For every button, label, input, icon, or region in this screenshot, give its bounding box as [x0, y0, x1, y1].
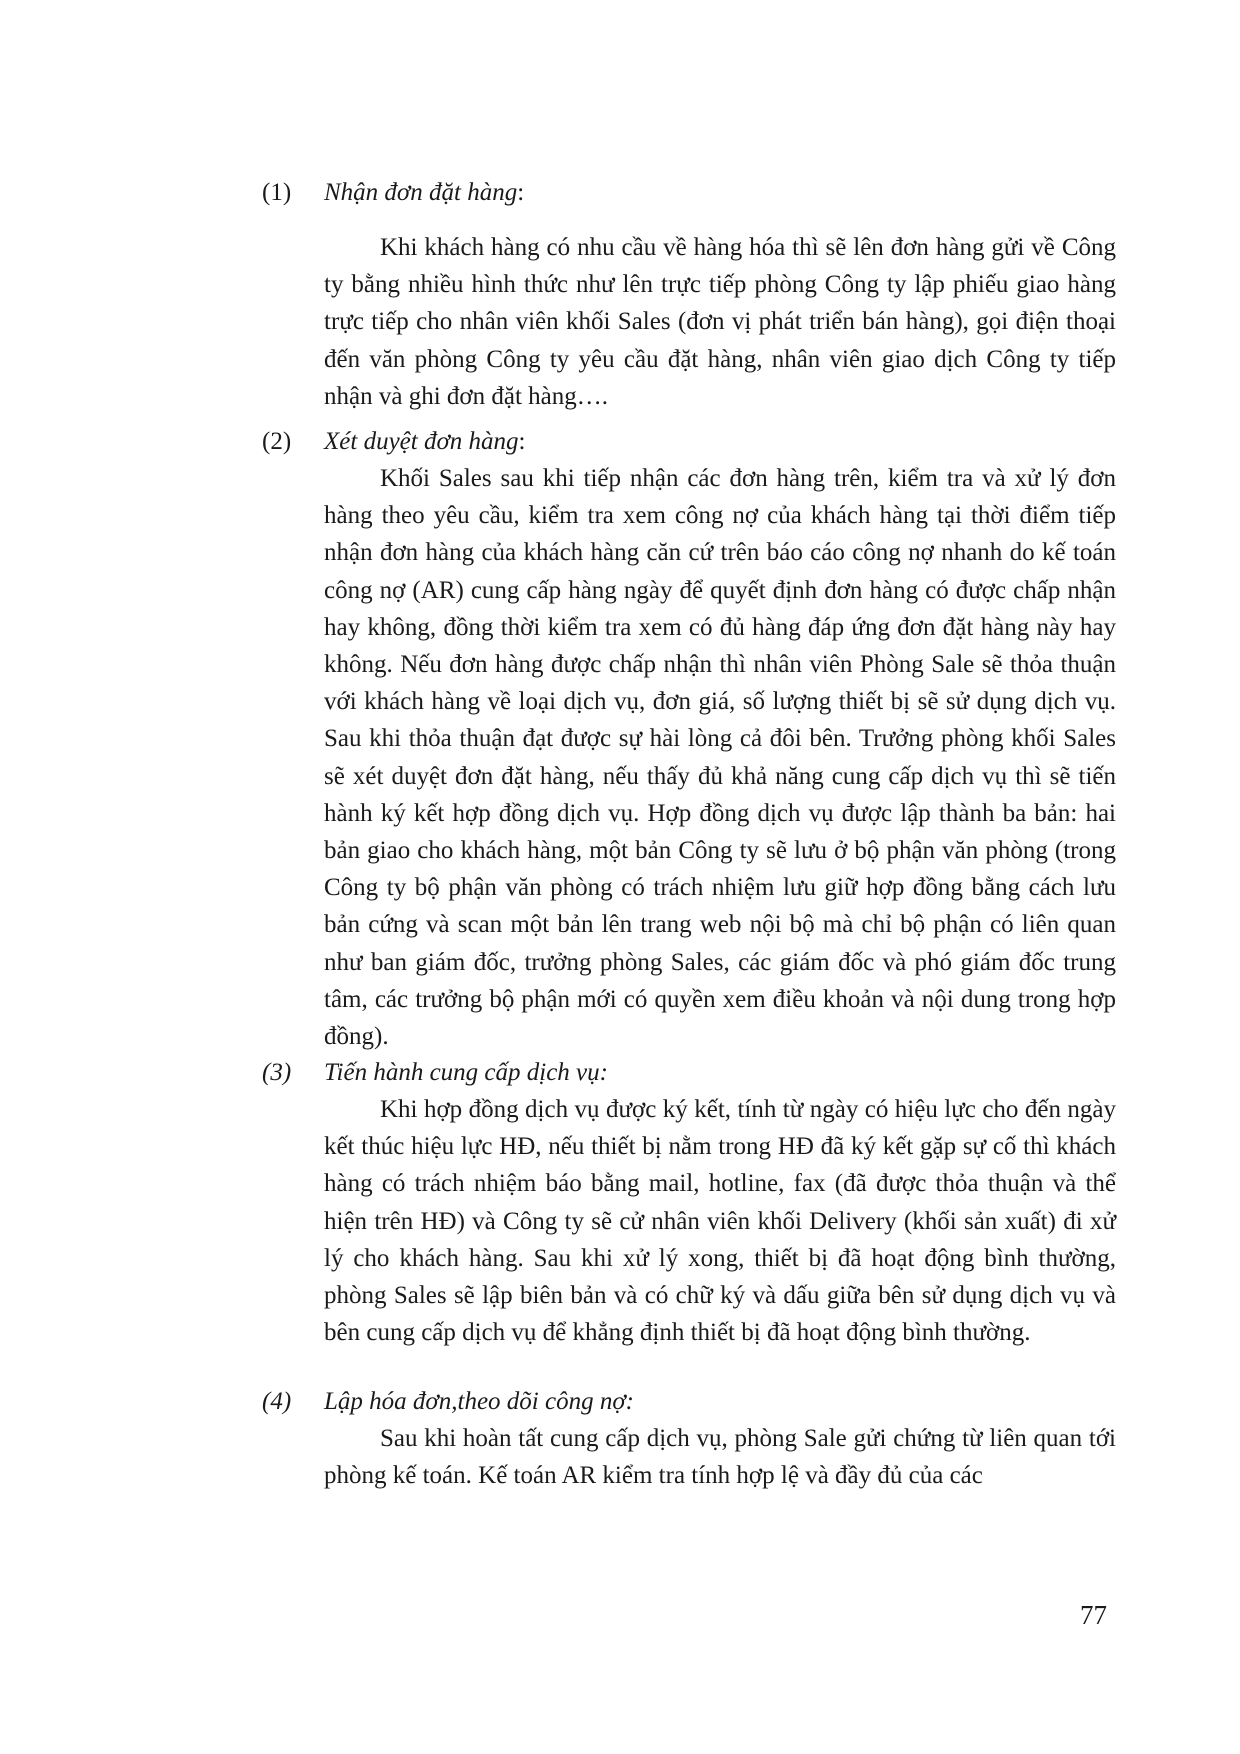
- section-2: [262, 422, 1118, 1080]
- section-1-title-text: Nhận đơn đặt hàng: [324, 179, 518, 206]
- section-1-title: [324, 173, 524, 213]
- section-3-number: (3): [262, 1059, 292, 1086]
- section-2-title: [324, 422, 526, 462]
- section-1-heading: [262, 173, 1118, 213]
- section-4-heading: [262, 1382, 1118, 1422]
- page-number: 77: [1080, 1600, 1107, 1630]
- section-4-paragraph: Sau khi hoàn tất cung cấp dịch vụ, phòng Sale gửi chứng từ liên quan tới phòng kế toán. Kế toán AR kiểm tra tính hợp lệ và đầy đủ của các: [324, 1425, 1116, 1490]
- section-2-title-colon: :: [518, 428, 526, 455]
- section-1-number: (1): [262, 179, 292, 206]
- section-4-number: (4): [262, 1388, 292, 1415]
- section-1-paragraph: Khi khách hàng có nhu cầu về hàng hóa thì sẽ lên đơn hàng gửi về Công ty bằng nhiều hình thức như lên trực tiếp phòng Công ty lập phiếu giao hàng trực tiếp cho nhân viên khối Sales (đơn vị phát triển bán hàng), gọi điện thoại đến văn phòng Công ty yêu cầu đặt hàng, nhân viên giao dịch Công ty tiếp nhận và ghi đơn đặt hàng….: [324, 234, 1116, 410]
- section-2-heading: [262, 422, 1118, 462]
- section-2-paragraph: Khối Sales sau khi tiếp nhận các đơn hàng trên, kiểm tra và xử lý đơn hàng theo yêu cầu, kiểm tra xem công nợ của khách hàng tại thời điểm tiếp nhận đơn hàng của khách hàng căn cứ trên báo cáo công nợ nhanh do kế toán công nợ (AR) cung cấp hàng ngày để quyết định đơn hàng có được chấp nhận hay không, đồng thời kiểm tra xem có đủ hàng đáp ứng đơn đặt hàng này hay không. Nếu đơn hàng được chấp nhận thì nhân viên Phòng Sale sẽ thỏa thuận với khách hàng về loại dịch vụ, đơn giá, số lượng thiết bị sẽ sử dụng dịch vụ. Sau khi thỏa thuận đạt được sự hài lòng cả đôi bên. Trưởng phòng khối Sales sẽ xét duyệt đơn đặt hàng, nếu thấy đủ khả năng cung cấp dịch vụ thì sẽ tiến hành ký kết hợp đồng dịch vụ. Hợp đồng dịch vụ được lập thành ba bản: hai bản giao cho khách hàng, một bản Công ty sẽ lưu ở bộ phận văn phòng (trong Công ty bộ phận văn phòng có trách nhiệm lưu giữ hợp đồng bằng cách lưu bản cứng và scan một bản lên trang web nội bộ mà chỉ bộ phận có liên quan như ban giám đốc, trưởng phòng Sales, các giám đốc và phó giám đốc trung tâm, các trưởng bộ phận mới có quyền xem điều khoản và nội dung trong hợp đồng).: [324, 465, 1116, 1051]
- section-4: [262, 1382, 1118, 1519]
- section-3: [262, 1053, 1118, 1376]
- section-1-title-colon: :: [517, 179, 525, 206]
- section-4-title: Lập hóa đơn,theo dõi công nợ:: [324, 1388, 634, 1415]
- section-3-paragraph: Khi hợp đồng dịch vụ được ký kết, tính từ ngày có hiệu lực cho đến ngày kết thúc hiệu lực HĐ, nếu thiết bị nằm trong HĐ đã ký kết gặp sự cố thì khách hàng có trách nhiệm báo bằng mail, hotline, fax (đã được thỏa thuận và thể hiện trên HĐ) và Công ty sẽ cử nhân viên khối Delivery (khối sản xuất) đi xử lý cho khách hàng. Sau khi xử lý xong, thiết bị đã hoạt động bình thường, phòng Sales sẽ lập biên bản và có chữ ký và dấu giữa bên sử dụng dịch vụ và bên cung cấp dịch vụ để khẳng định thiết bị đã hoạt động bình thường.: [324, 1096, 1116, 1347]
- section-1: [262, 173, 1118, 440]
- section-2-number: (2): [262, 428, 292, 455]
- section-3-heading: [262, 1053, 1118, 1093]
- section-3-title: Tiến hành cung cấp dịch vụ:: [324, 1059, 608, 1086]
- section-2-title-text: Xét duyệt đơn hàng: [324, 428, 519, 455]
